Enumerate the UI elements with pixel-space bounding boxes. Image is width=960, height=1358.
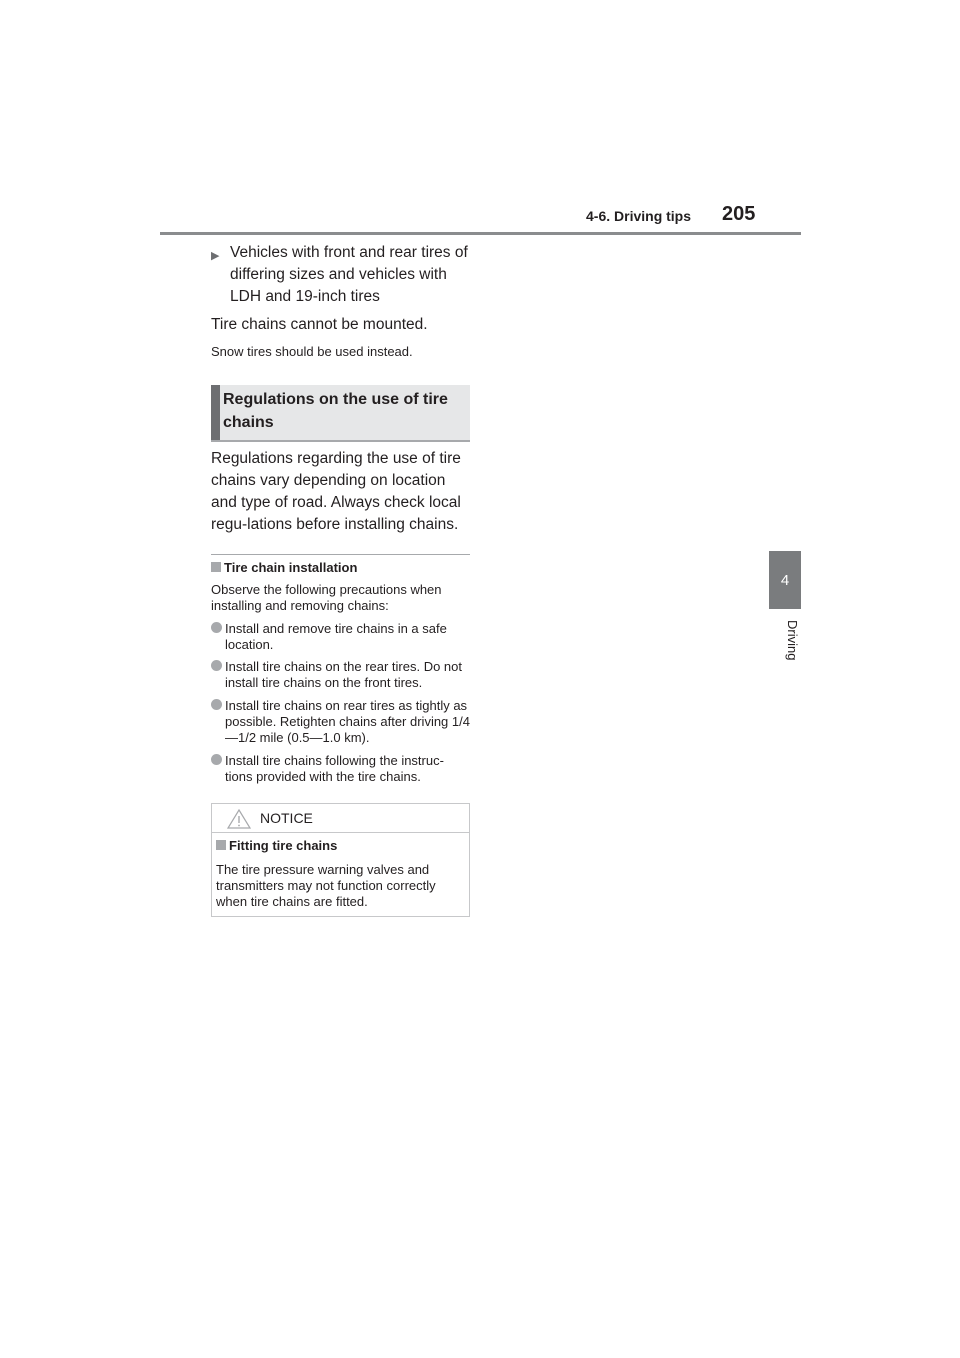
square-bullet-icon [216,840,226,850]
list-item [211,698,471,746]
section-header [211,385,470,442]
page-number: 205 [722,203,756,225]
warning-icon [227,809,251,829]
list-item-text: Install tire chains following the instruc-tions provided with the tire chains. [225,753,444,784]
notice-text: The tire pressure warning valves and transmitters may not function correctly when tire chains are fitted. [216,862,436,909]
sub-heading [211,242,470,308]
installation-heading [211,559,470,577]
installation-title: Tire chain installation [224,560,358,575]
chapter-tab [769,551,801,609]
list-item-text: Install tire chains on rear tires as tightly as possible. Retighten chains after driving 1/4—1/2 mile (0.5—1.0 km). [225,698,470,745]
chapter-label: Driving [785,620,800,661]
notice-label: NOTICE [260,810,313,826]
circle-bullet-icon [211,699,222,710]
sub-heading-text: Vehicles with front and rear tires of differing sizes and vehicles with LDH and 19-inch tires [230,244,468,305]
square-bullet-icon [211,562,221,572]
circle-bullet-icon [211,660,222,671]
divider [211,554,470,555]
installation-intro: Observe the following precautions when installing and removing chains: [211,582,442,613]
statement-block [211,314,470,336]
statement: Tire chains cannot be mounted. [211,316,428,333]
notice-subtitle-row [216,837,466,855]
note-block [211,344,470,360]
section-title: Regulations on the use of tire chains [223,391,448,431]
note: Snow tires should be used instead. [211,344,413,359]
section-header-bar [211,385,220,440]
section-body: Regulations regarding the use of tire chains vary depending on location and type of road. Always check local regu-lations before installing chains. [211,450,461,533]
list-item [211,621,471,653]
running-header-title: 4-6. Driving tips [586,208,692,224]
list-item-text: Install and remove tire chains in a safe location. [225,621,447,652]
circle-bullet-icon [211,754,222,765]
list-item [211,753,471,785]
notice-subtitle: Fitting tire chains [229,838,338,853]
notice-box [211,803,470,917]
circle-bullet-icon [211,622,222,633]
notice-body [216,837,466,910]
notice-header [212,804,469,833]
chapter-number: 4 [780,571,790,589]
header-rule [160,232,801,235]
triangle-right-icon: ▶ [211,250,220,262]
installation-intro-block [211,582,470,614]
list-item-text: Install tire chains on the rear tires. Do not install tire chains on the front tires. [225,659,463,690]
list-item [211,659,471,691]
section-body-block [211,448,470,536]
